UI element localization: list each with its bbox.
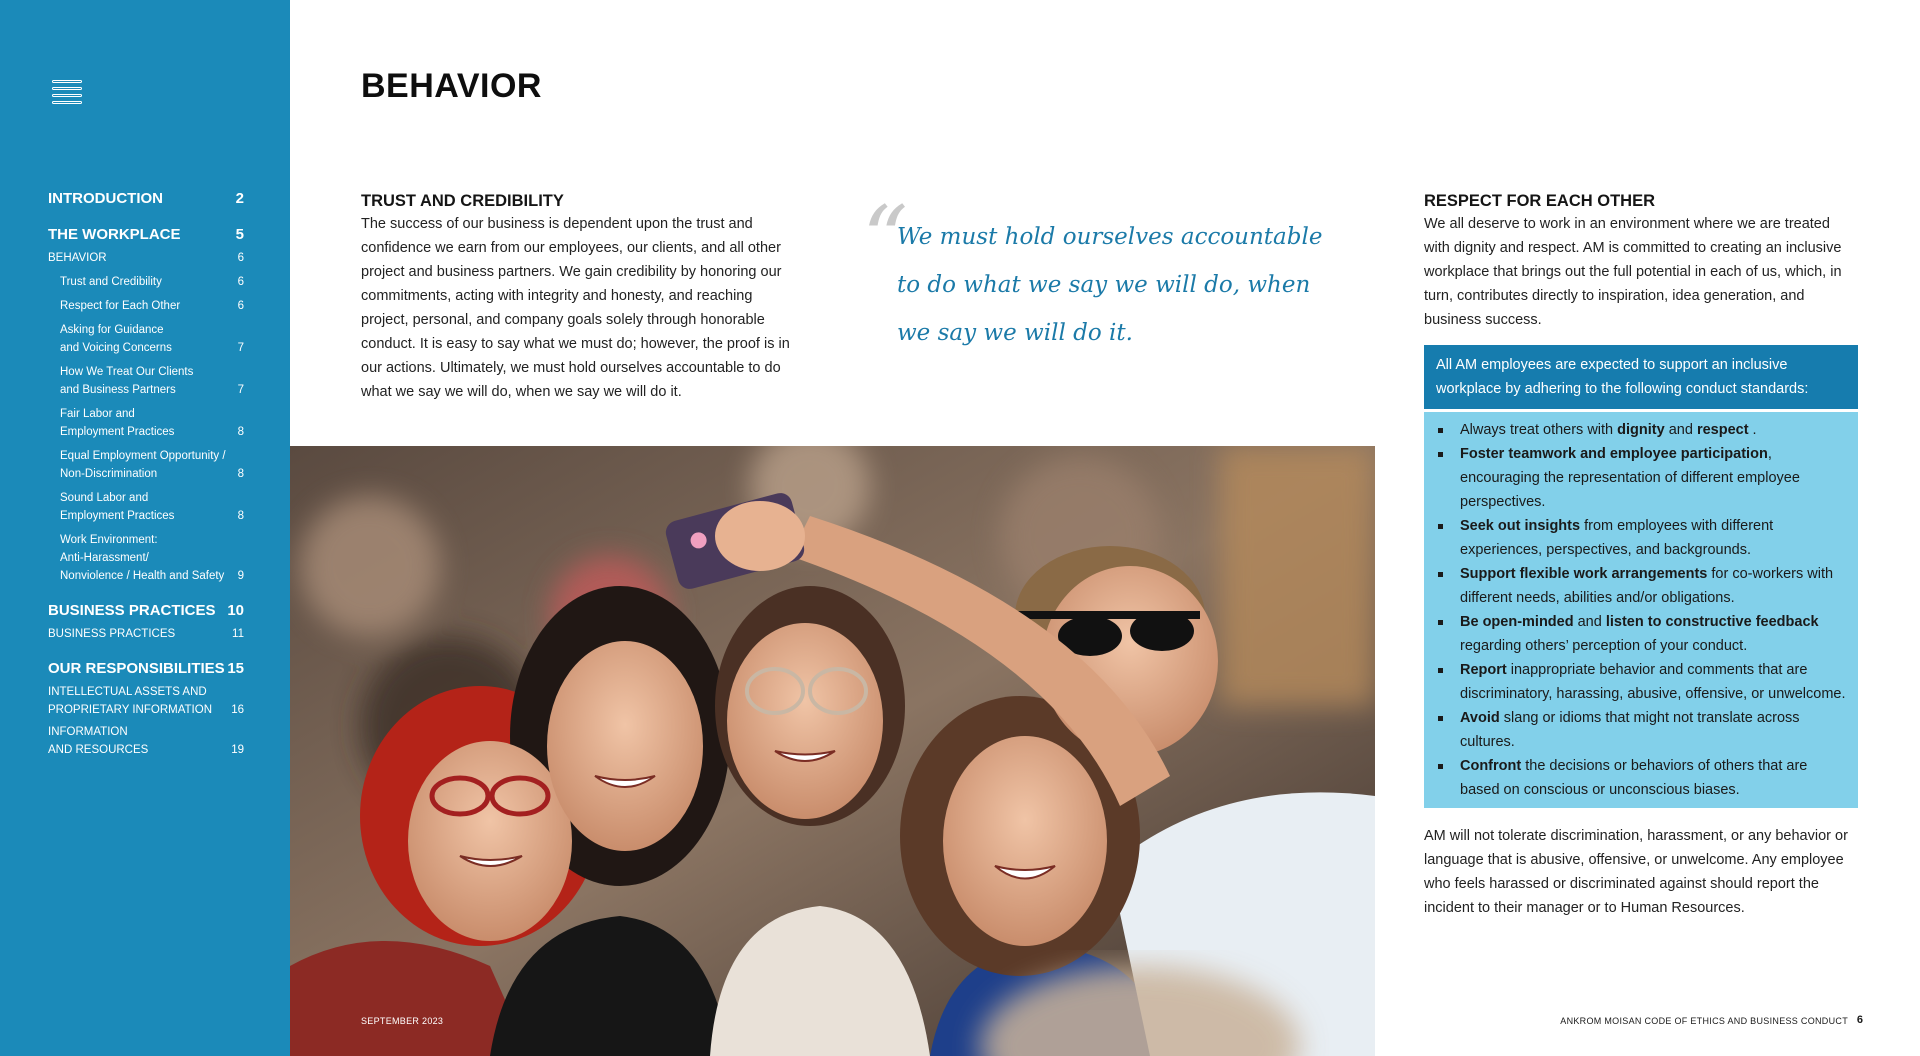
- standard-text: regarding others’ perception of your conduct.: [1460, 638, 1748, 654]
- sidebar: [0, 0, 290, 1056]
- conduct-standard-item: [1436, 514, 1846, 562]
- respect-closing: AM will not tolerate discrimination, harassment, or any behavior or language that is abusive, offensive, or unwelcome. Any employee who feels harassed or discriminated against should report the incident to their manager or to Human Resources.: [1424, 828, 1848, 916]
- menu-icon[interactable]: [52, 80, 82, 104]
- toc-entry-label: How We Treat Our Clients and Business Partners: [60, 366, 194, 396]
- trust-body: The success of our business is dependent upon the trust and confidence we earn from our employees, our clients, and all other project and business partners. We gain credibility by honoring our commitments, acting with integrity and honesty, and reaching project, personal, and company goals solely through honorable conduct. It is easy to say what we must do; however, the proof is in our actions. Ultimately, we must hold ourselves accountable to do what we say we will do, when we say we will do it.: [361, 216, 790, 400]
- conduct-standard-item: [1436, 754, 1846, 802]
- respect-title: RESPECT FOR EACH OTHER: [1424, 192, 1656, 210]
- toc-entry-label: Sound Labor and Employment Practices: [60, 492, 175, 522]
- quote-mark-icon: “: [862, 187, 909, 292]
- toc-entry[interactable]: [48, 225, 244, 245]
- toc-entry-page: 6: [237, 300, 244, 312]
- toc-entry-page: 7: [237, 342, 244, 354]
- toc-entry-label: INTRODUCTION: [48, 190, 163, 207]
- respect-section: [1424, 190, 1858, 920]
- toc-entry-page: 6: [237, 252, 244, 264]
- toc-entry[interactable]: [48, 405, 244, 441]
- toc-entry-page: 2: [235, 190, 244, 207]
- conduct-standard-item: [1436, 658, 1846, 706]
- toc-entry-page: 8: [237, 468, 244, 480]
- emphasis-text: Seek out insights: [1460, 518, 1581, 534]
- respect-intro: We all deserve to work in an environment where we are treated with dignity and respect. AM is committed to creating an inclusive workplace that brings out the full potential in each of us, which, in turn, contributes directly to inspiration, idea generation, and business success.: [1424, 216, 1842, 328]
- toc-entry-label: INTELLECTUAL ASSETS AND PROPRIETARY INFORMATION: [48, 686, 212, 716]
- conduct-standard-item: [1436, 610, 1846, 658]
- conduct-standard-item: [1436, 418, 1846, 442]
- toc-entry-label: BEHAVIOR: [48, 252, 107, 264]
- photo-illustration: [290, 446, 1375, 1056]
- toc-entry-label: OUR RESPONSIBILITIES: [48, 660, 225, 677]
- standard-text: the decisions or behaviors of others that are based on conscious or unconscious biases.: [1460, 758, 1808, 798]
- emphasis-text: Report: [1460, 662, 1507, 678]
- standard-text: from employees with different experiences, perspectives, and backgrounds.: [1460, 518, 1774, 558]
- toc-entry-page: 11: [232, 628, 244, 640]
- emphasis-text: Avoid: [1460, 710, 1500, 726]
- standard-text: inappropriate behavior and comments that are discriminatory, harassing, abusive, offensive, or unwelcome.: [1460, 662, 1846, 702]
- footer-doc-title: ANKROM MOISAN CODE OF ETHICS AND BUSINESS CONDUCT: [1560, 1016, 1848, 1026]
- toc-entry[interactable]: [48, 531, 244, 585]
- toc-entry-label: Asking for Guidance and Voicing Concerns: [60, 324, 172, 354]
- emphasis-text: Support flexible work arrangements: [1460, 566, 1708, 582]
- standard-text: .: [1748, 422, 1757, 438]
- emphasis-text: Foster teamwork and employee participation: [1460, 446, 1768, 462]
- toc-entry-page: 10: [227, 602, 244, 619]
- toc-entry-page: 9: [237, 570, 244, 582]
- toc-entry-label: BUSINESS PRACTICES: [48, 628, 176, 640]
- emphasis-text: respect: [1696, 422, 1749, 438]
- toc-entry-label: Work Environment: Anti-Harassment/ Nonviolence / Health and Safety: [60, 534, 225, 582]
- conduct-standard-item: [1436, 442, 1846, 514]
- quote-text: We must hold ourselves accountable to do what we say we will do, when we say we will do it.: [897, 224, 1323, 346]
- footer-date: SEPTEMBER 2023: [361, 1016, 444, 1026]
- toc-entry-page: 5: [235, 226, 244, 243]
- standard-text: slang or idioms that might not translate across cultures.: [1460, 710, 1800, 750]
- conduct-standards-list: [1436, 418, 1846, 802]
- toc-entry[interactable]: [48, 447, 244, 483]
- toc-entry-label: INFORMATION AND RESOURCES: [48, 726, 149, 756]
- table-of-contents: [48, 189, 244, 759]
- toc-entry-page: 8: [237, 426, 244, 438]
- conduct-standard-item: [1436, 706, 1846, 754]
- emphasis-text: Confront: [1460, 758, 1522, 774]
- emphasis-text: listen to constructive feedback: [1605, 614, 1819, 630]
- toc-entry-label: Equal Employment Opportunity / Non-Discrimination: [60, 450, 226, 480]
- trust-title: TRUST AND CREDIBILITY: [361, 192, 564, 210]
- toc-entry-label: Trust and Credibility: [60, 276, 162, 288]
- standard-text: Always treat others with: [1460, 422, 1618, 438]
- toc-entry[interactable]: [48, 249, 244, 267]
- standard-text: , encouraging the representation of different employee perspectives.: [1460, 446, 1800, 510]
- toc-entry-label: THE WORKPLACE: [48, 226, 181, 243]
- group-selfie-photo: [290, 446, 1375, 1056]
- toc-entry-page: 6: [237, 276, 244, 288]
- toc-entry[interactable]: [48, 321, 244, 357]
- standard-text: for co-workers with different needs, abilities and/or obligations.: [1460, 566, 1834, 606]
- toc-entry[interactable]: [48, 297, 244, 315]
- emphasis-text: dignity: [1617, 422, 1665, 438]
- toc-entry-page: 8: [237, 510, 244, 522]
- callout-body: [1424, 412, 1858, 808]
- toc-entry[interactable]: [48, 489, 244, 525]
- toc-entry-label: Fair Labor and Employment Practices: [60, 408, 175, 438]
- conduct-standard-item: [1436, 562, 1846, 610]
- toc-entry[interactable]: [48, 659, 244, 679]
- toc-entry[interactable]: [48, 189, 244, 209]
- toc-entry[interactable]: [48, 625, 244, 643]
- page-title: BEHAVIOR: [361, 67, 542, 105]
- standard-text: and: [1573, 614, 1606, 630]
- toc-entry[interactable]: [48, 363, 244, 399]
- standard-text: and: [1664, 422, 1697, 438]
- callout-heading: All AM employees are expected to support an inclusive workplace by adhering to the following conduct standards:: [1424, 345, 1858, 409]
- pull-quote: [862, 187, 1342, 357]
- toc-entry-label: BUSINESS PRACTICES: [48, 602, 216, 619]
- toc-entry-page: 15: [227, 660, 244, 677]
- toc-entry[interactable]: [48, 273, 244, 291]
- emphasis-text: Be open-minded: [1460, 614, 1574, 630]
- toc-entry[interactable]: [48, 723, 244, 759]
- toc-entry[interactable]: [48, 683, 244, 719]
- toc-entry-page: 16: [231, 704, 244, 716]
- footer-page-number: 6: [1856, 1014, 1863, 1026]
- toc-entry-page: 7: [237, 384, 244, 396]
- toc-entry-label: Respect for Each Other: [60, 300, 181, 312]
- toc-entry-page: 19: [231, 744, 244, 756]
- toc-entry[interactable]: [48, 601, 244, 621]
- trust-section: [361, 190, 801, 404]
